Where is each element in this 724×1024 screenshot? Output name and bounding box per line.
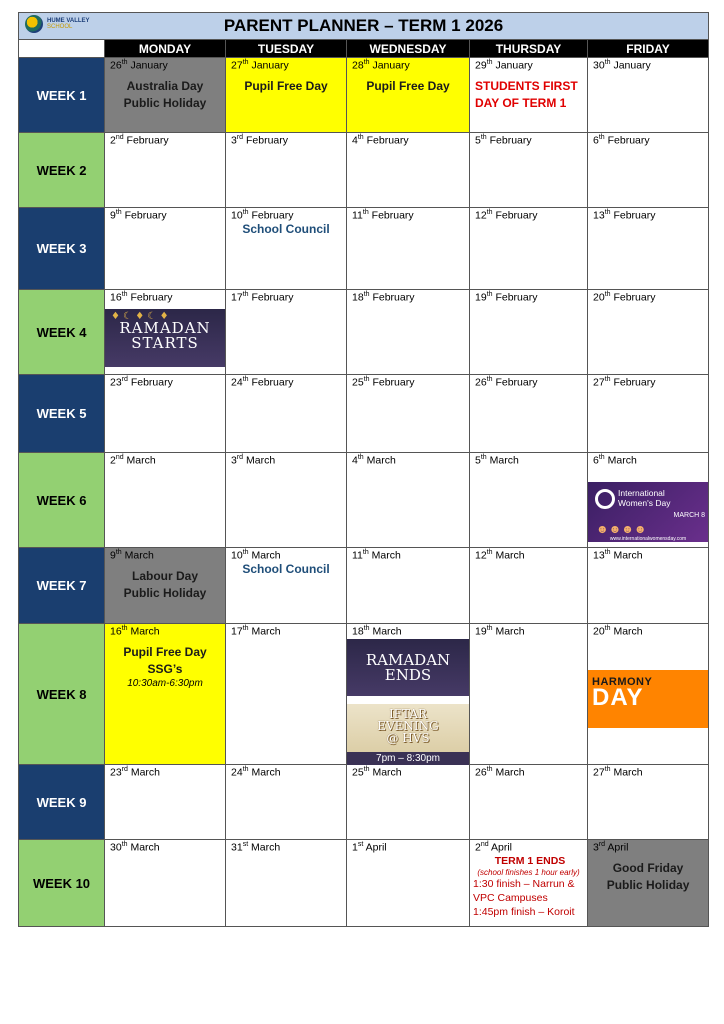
- date-label: 18th March: [352, 625, 402, 638]
- week-row: [19, 375, 709, 453]
- event-label: Labour Day Public Holiday: [123, 568, 207, 600]
- day-header-tuesday: TUESDAY: [226, 40, 347, 58]
- date-label: 20th February: [593, 291, 656, 304]
- day-cell: [347, 765, 470, 840]
- date-label: 29th January: [475, 59, 533, 72]
- day-cell: [470, 290, 588, 375]
- logo-line1: HUME VALLEY: [47, 18, 90, 24]
- week-row: [19, 453, 709, 548]
- date-label: 4th February: [352, 134, 409, 147]
- date-label: 2nd March: [110, 454, 156, 467]
- week-label: WEEK 6: [19, 453, 105, 548]
- day-cell: [226, 624, 347, 765]
- day-cell: [347, 453, 470, 548]
- week-row: [19, 58, 709, 133]
- date-label: 11th March: [352, 549, 401, 562]
- date-label: 1st April: [352, 841, 387, 854]
- day-cell: [226, 548, 347, 624]
- planner-sheet: [18, 12, 708, 927]
- date-label: 5th February: [475, 134, 532, 147]
- iftar-text: IFTAR EVENING @ HVS: [377, 707, 439, 745]
- day-cell: [347, 375, 470, 453]
- date-label: 25th February: [352, 376, 415, 389]
- day-cell: [347, 290, 470, 375]
- week-row: [19, 548, 709, 624]
- week-label: WEEK 7: [19, 548, 105, 624]
- date-label: 10th February: [231, 209, 294, 222]
- iwd-date: MARCH 8: [673, 512, 706, 519]
- finish-time-1: 1:30 finish – Narrun & VPC Campuses: [473, 877, 575, 904]
- date-label: 12th March: [475, 549, 525, 562]
- school-council-label: School Council: [242, 221, 330, 236]
- date-label: 4th March: [352, 454, 396, 467]
- date-label: 24th February: [231, 376, 294, 389]
- day-cell: [105, 840, 226, 927]
- date-label: 20th March: [593, 625, 643, 638]
- ramadan-ends-text: RAMADAN ENDS: [365, 651, 451, 684]
- harmony-day-graphic: [588, 670, 708, 728]
- day-cell: [470, 765, 588, 840]
- week-row: [19, 624, 709, 765]
- day-cell: [226, 290, 347, 375]
- day-cell: [470, 453, 588, 548]
- day-cell: [226, 453, 347, 548]
- date-label: 12th February: [475, 209, 538, 222]
- date-label: 18th February: [352, 291, 415, 304]
- day-cell: [347, 208, 470, 290]
- week-row: [19, 765, 709, 840]
- day-cell: [470, 548, 588, 624]
- date-label: 5th March: [475, 454, 519, 467]
- day-cell: [226, 765, 347, 840]
- date-label: 24th March: [231, 766, 281, 779]
- date-label: 10th March: [231, 549, 281, 562]
- date-label: 23rd February: [110, 376, 173, 389]
- day-cell: [588, 208, 709, 290]
- people-icon: ☻☻☻☻: [596, 522, 647, 536]
- day-cell: [470, 208, 588, 290]
- date-label: 9th February: [110, 209, 167, 222]
- week-row: [19, 133, 709, 208]
- day-cell: [588, 765, 709, 840]
- day-cell: [105, 624, 226, 765]
- date-label: 27th February: [593, 376, 656, 389]
- day-cell: [347, 840, 470, 927]
- day-cell: [588, 840, 709, 927]
- page-title: PARENT PLANNER – TERM 1 2026: [223, 16, 504, 35]
- weeks-body: [19, 58, 709, 927]
- date-label: 2nd April: [475, 841, 512, 854]
- date-label: 27th March: [593, 766, 643, 779]
- womens-day-graphic: [588, 482, 708, 542]
- harmony-main-text: DAY: [592, 684, 644, 711]
- ramadan-starts-text: RAMADAN STARTS: [119, 319, 211, 352]
- day-cell: [347, 624, 470, 765]
- date-label: 19th February: [475, 291, 538, 304]
- date-label: 28th January: [352, 59, 410, 72]
- day-header-friday: FRIDAY: [588, 40, 709, 58]
- date-label: 25th March: [352, 766, 402, 779]
- term-end-label: TERM 1 ENDS: [494, 854, 566, 867]
- date-label: 16th February: [110, 291, 173, 304]
- date-label: 3rd February: [231, 134, 289, 147]
- iwd-logo-icon: [595, 489, 615, 509]
- day-cell: [226, 133, 347, 208]
- day-cell: [470, 840, 588, 927]
- day-cell: [588, 133, 709, 208]
- day-cell: [588, 624, 709, 765]
- day-header-thursday: THURSDAY: [470, 40, 588, 58]
- date-label: 19th March: [475, 625, 525, 638]
- day-cell: [105, 548, 226, 624]
- day-cell: [105, 133, 226, 208]
- day-cell: [347, 133, 470, 208]
- date-label: 13th March: [593, 549, 643, 562]
- finish-time-2: 1:45pm finish – Koroit: [473, 905, 575, 918]
- day-cell: [588, 58, 709, 133]
- day-cell: [105, 58, 226, 133]
- day-cell: [226, 840, 347, 927]
- day-cell: [226, 375, 347, 453]
- logo-line2: SCHOOL: [47, 24, 73, 30]
- day-cell: [588, 375, 709, 453]
- day-header-monday: MONDAY: [105, 40, 226, 58]
- day-cell: [588, 453, 709, 548]
- day-cell: [226, 58, 347, 133]
- date-label: 11th February: [352, 209, 414, 222]
- event-label: Australia Day Public Holiday: [123, 78, 207, 110]
- iwd-url: www.internationalwomensday.com: [609, 536, 687, 542]
- day-cell: [105, 208, 226, 290]
- day-cell: [470, 58, 588, 133]
- day-cell: [470, 624, 588, 765]
- date-label: 6th March: [593, 454, 637, 467]
- day-cell: [347, 548, 470, 624]
- ramadan-ends-graphic: [347, 639, 469, 696]
- date-label: 6th February: [593, 134, 650, 147]
- school-council-label: School Council: [242, 561, 330, 576]
- week-label: WEEK 9: [19, 765, 105, 840]
- week-label: WEEK 3: [19, 208, 105, 290]
- week-label: WEEK 5: [19, 375, 105, 453]
- event-label: Good Friday Public Holiday: [606, 860, 690, 892]
- title-row: [19, 13, 709, 40]
- date-label: 23rd March: [110, 766, 161, 779]
- date-label: 30th March: [110, 841, 160, 854]
- event-time: 10:30am-6:30pm: [127, 677, 203, 689]
- event-label: Pupil Free Day: [244, 78, 328, 93]
- date-label: 3rd April: [593, 841, 629, 854]
- date-label: 2nd February: [110, 134, 169, 147]
- date-label: 26th January: [110, 59, 168, 72]
- date-label: 16th March: [110, 625, 160, 638]
- harmony-top-text: HARMONY: [592, 676, 653, 688]
- term-start-label: STUDENTS FIRST DAY OF TERM 1: [475, 78, 578, 110]
- event-label: Pupil Free Day SSG’s: [123, 644, 207, 676]
- day-cell: [105, 765, 226, 840]
- date-label: 30th January: [593, 59, 651, 72]
- day-cell: [105, 290, 226, 375]
- lantern-icons: ♦ ☾ ♦ ☾ ♦: [111, 311, 169, 322]
- week-label: WEEK 8: [19, 624, 105, 765]
- day-cell: [588, 290, 709, 375]
- week-row: [19, 290, 709, 375]
- date-label: 31st March: [231, 841, 281, 854]
- week-label: WEEK 1: [19, 58, 105, 133]
- date-label: 3rd March: [231, 454, 276, 467]
- day-cell: [105, 453, 226, 548]
- day-cell: [226, 208, 347, 290]
- date-label: 26th March: [475, 766, 525, 779]
- day-header-wednesday: WEDNESDAY: [347, 40, 470, 58]
- term-end-note: (school finishes 1 hour early): [477, 867, 580, 877]
- iwd-title: International Women's Day: [618, 488, 671, 508]
- week-row: [19, 208, 709, 290]
- event-label: Pupil Free Day: [366, 78, 450, 93]
- week-label: WEEK 10: [19, 840, 105, 927]
- day-cell: [347, 58, 470, 133]
- day-header-row: [19, 40, 709, 58]
- day-cell: [470, 375, 588, 453]
- planner-table: [18, 12, 709, 927]
- ramadan-starts-graphic: [105, 309, 225, 367]
- iftar-time: 7pm – 8:30pm: [347, 752, 469, 765]
- date-label: 26th February: [475, 376, 538, 389]
- day-cell: [470, 133, 588, 208]
- day-cell: [105, 375, 226, 453]
- date-label: 17th February: [231, 291, 294, 304]
- day-cell: [588, 548, 709, 624]
- iftar-evening-graphic: [347, 704, 469, 765]
- date-label: 13th February: [593, 209, 656, 222]
- date-label: 27th January: [231, 59, 289, 72]
- week-label: WEEK 4: [19, 290, 105, 375]
- week-label: WEEK 2: [19, 133, 105, 208]
- corner-cell: [19, 40, 105, 58]
- date-label: 17th March: [231, 625, 281, 638]
- date-label: 9th March: [110, 549, 154, 562]
- week-row: [19, 840, 709, 927]
